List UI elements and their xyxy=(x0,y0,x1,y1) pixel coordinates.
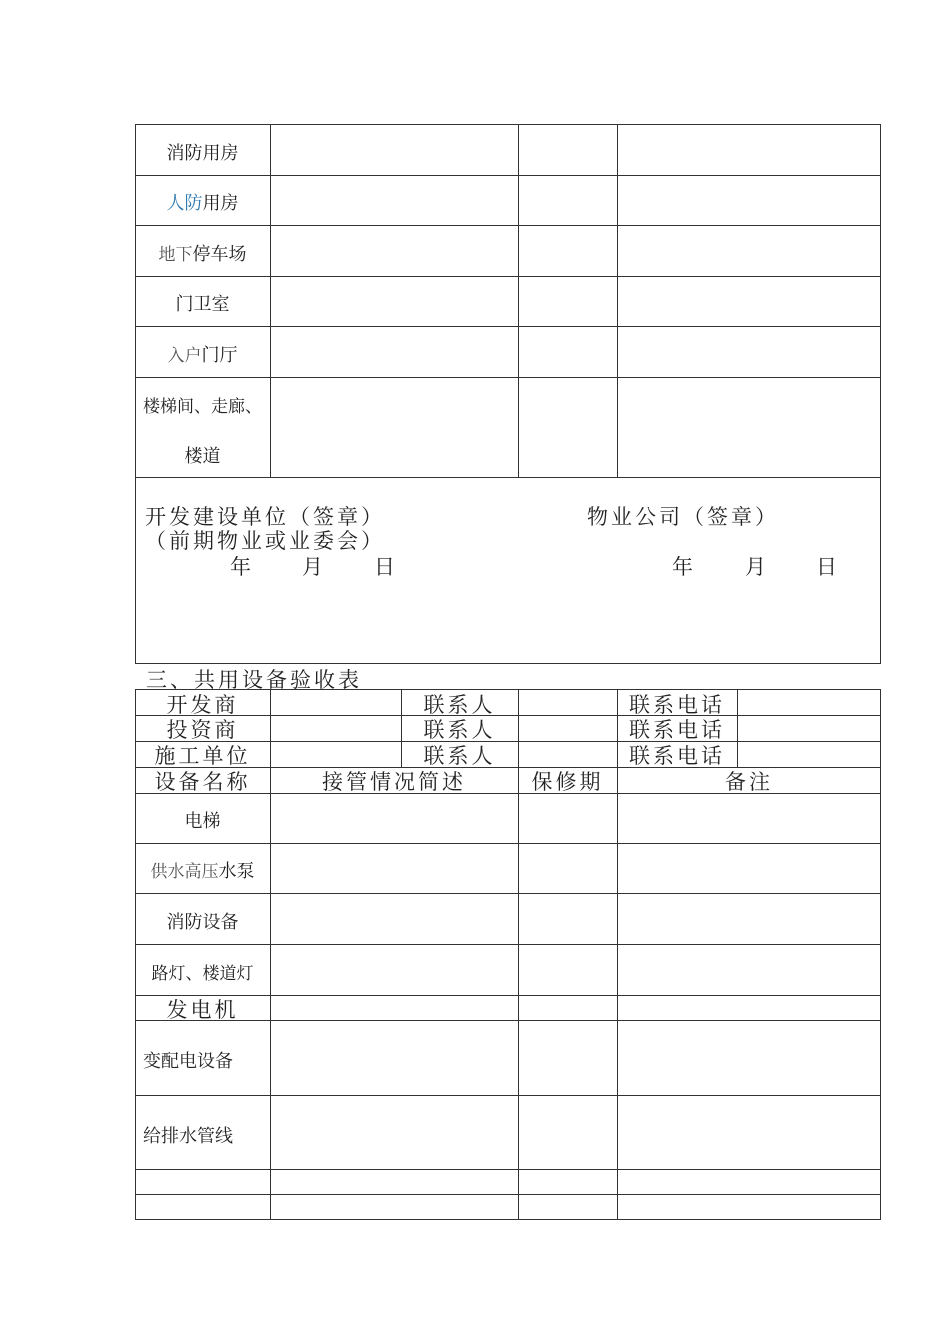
col-divider xyxy=(518,124,519,478)
row-label-stairwell-line1: 楼梯间、走廊、 xyxy=(143,397,262,417)
row-divider xyxy=(135,276,881,277)
row-divider xyxy=(135,477,881,478)
row-divider xyxy=(135,1169,881,1170)
row-divider xyxy=(135,944,881,945)
col-divider xyxy=(270,124,271,478)
contact-label: 联系人 xyxy=(423,693,496,717)
equip-lights: 路灯、楼道灯 xyxy=(151,964,254,984)
row-divider xyxy=(135,377,881,378)
developer-day: 日 xyxy=(374,555,398,579)
row-divider xyxy=(135,843,881,844)
row-divider xyxy=(135,326,881,327)
party-constructor: 施工单位 xyxy=(154,744,251,768)
developer-seal-sublabel: （前期物业或业委会） xyxy=(145,529,385,553)
property-seal-label: 物业公司（签章） xyxy=(587,505,779,529)
equip-elevator: 电梯 xyxy=(184,811,221,832)
developer-seal-label: 开发建设单位（签章） xyxy=(145,505,385,529)
row-label-civil-defense: 人防用房 xyxy=(166,193,239,214)
row-divider xyxy=(135,175,881,176)
row-divider xyxy=(135,1194,881,1195)
col-divider xyxy=(270,767,271,1220)
header-handover-desc: 接管情况简述 xyxy=(322,770,466,794)
row-label-parking: 地下停车场 xyxy=(158,244,247,265)
header-note: 备注 xyxy=(725,770,773,794)
phone-label: 联系电话 xyxy=(629,693,725,717)
header-warranty: 保修期 xyxy=(531,770,604,794)
phone-label: 联系电话 xyxy=(629,744,725,768)
col-divider xyxy=(270,689,271,767)
row-label-stairwell-line2: 楼道 xyxy=(184,446,221,467)
row-divider xyxy=(135,225,881,226)
col-divider xyxy=(518,689,519,767)
col-divider xyxy=(737,689,738,767)
phone-label: 联系电话 xyxy=(629,718,725,742)
contact-label: 联系人 xyxy=(423,744,496,768)
property-day: 日 xyxy=(816,555,840,579)
col-divider xyxy=(617,124,618,478)
row-divider xyxy=(135,1095,881,1096)
party-investor: 投资商 xyxy=(166,718,239,742)
equip-power-distribution: 变配电设备 xyxy=(143,1051,233,1072)
equip-water-pump: 供水高压水泵 xyxy=(150,861,255,882)
contact-label: 联系人 xyxy=(423,718,496,742)
col-divider xyxy=(617,767,618,1220)
row-label-fire-room: 消防用房 xyxy=(166,143,239,164)
header-equipment-name: 设备名称 xyxy=(154,770,251,794)
section-title: 三、共用设备验收表 xyxy=(146,668,362,692)
property-month: 月 xyxy=(745,555,769,579)
row-divider xyxy=(135,893,881,894)
party-developer: 开发商 xyxy=(166,693,239,717)
property-year: 年 xyxy=(672,555,696,579)
col-divider xyxy=(518,767,519,1220)
row-label-entrance-hall: 入户门厅 xyxy=(167,345,238,366)
equip-generator: 发电机 xyxy=(166,998,239,1022)
developer-year: 年 xyxy=(230,555,254,579)
row-label-guard-room: 门卫室 xyxy=(175,294,230,315)
equip-water-pipes: 给排水管线 xyxy=(143,1126,233,1147)
developer-month: 月 xyxy=(302,555,326,579)
equip-fire: 消防设备 xyxy=(166,912,239,933)
